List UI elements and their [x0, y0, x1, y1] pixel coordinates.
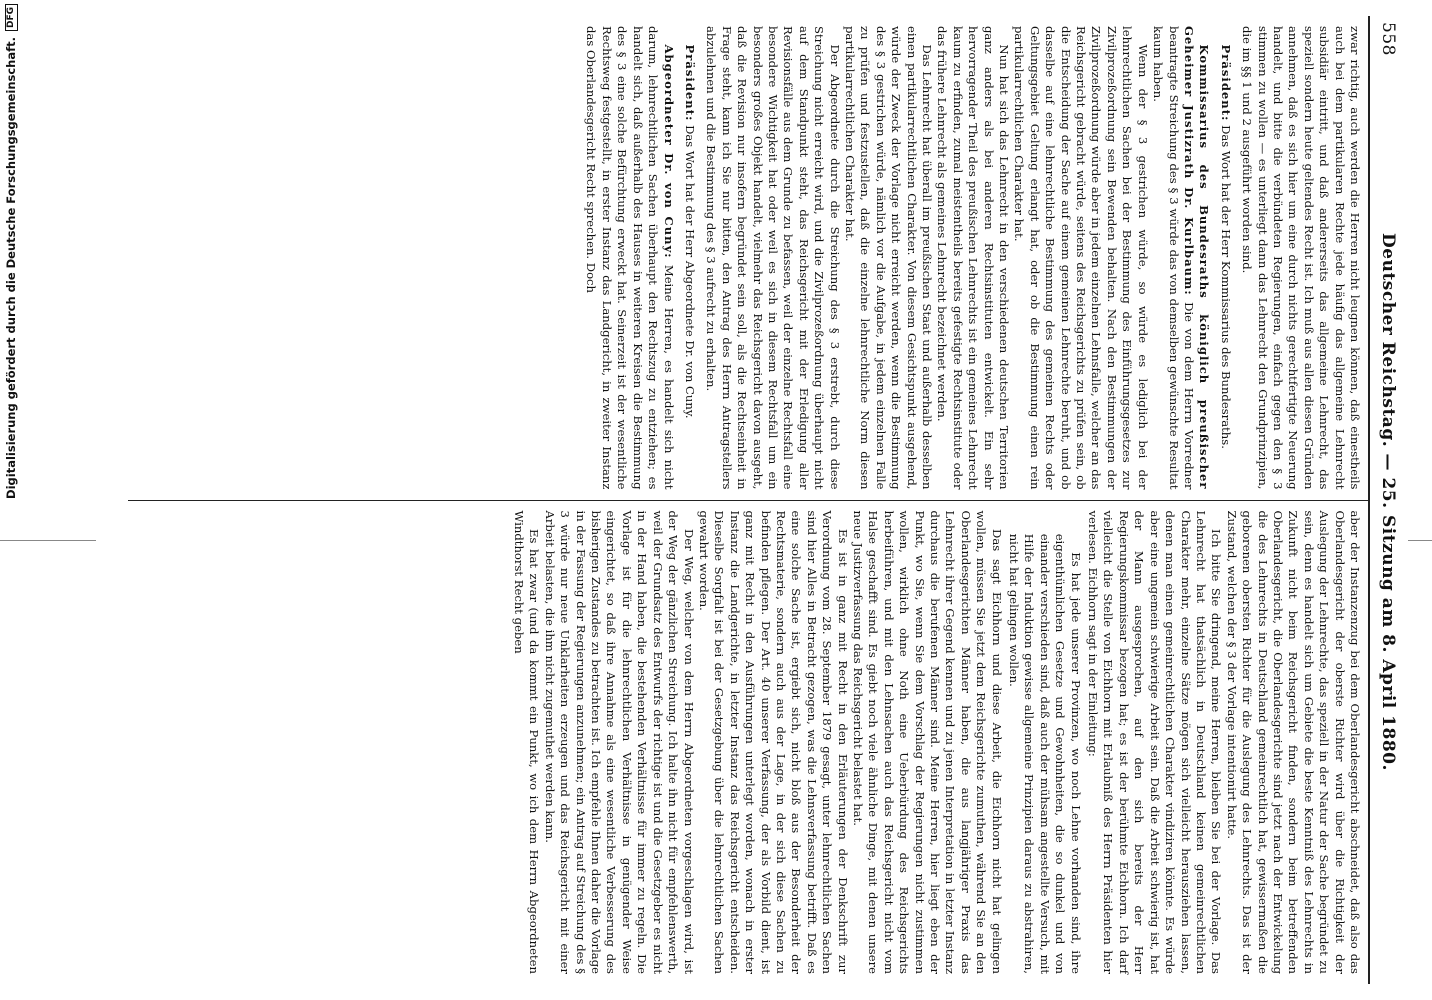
block-quote: Es hat jede unserer Provinzen, wo noch Lehne vorhanden sind, ihre eigenthümlichen Gesetze und Gewohnheiten, die so dunkel und von einander verschieden sind, daß auch der mühsam angestellte Versuch, mit Hilfe der Induktion gewisse allgemeine Prinzipien daraus zu abstrahiren, nicht hat gelingen wollen.: [1007, 533, 1083, 974]
speaker-paragraph: [583, 26, 675, 490]
left-column: [128, 16, 1368, 501]
paragraph: Der Abgeordnete durch die Streichung des § 3 erstrebt, durch diese Streichung nicht erreicht wird, und die Zivilprozeßordnung überhaupt nicht auf dem Standpunkt steht, das Reichsgericht mit der Erledigung aller Revisionsfälle aus dem Grunde zu befassen, weil der einzelne Rechtsfall eine besondere Wichtigkeit hat oder weil es sich in diesem Rechtsfall um ein besonders großes Objekt handelt, vielmehr das Reichsgericht davon ausgeht, daß die Revision nur insofern begründet sein soll, als die Rechtseinheit in Frage steht, kann ich Sie nur bitten, den Antrag des Herrn Antragstellers abzulehnen und die Bestimmung des § 3 aufrecht zu erhalten.: [704, 26, 842, 490]
dfg-logo: DFG: [5, 4, 18, 31]
page-header: [1368, 16, 1398, 984]
digitization-credit: [2, 0, 20, 1000]
paragraph: Das sagt Eichhorn und diese Arbeit, die Eichhorn nicht hat gelingen wollen, müssen Sie jetzt dem Reichsgerichte zumuthen, während Sie an den Oberlandesgerichten Männer haben, die aus langjähriger Praxis das Lehnrecht ihrer Gegend kennen und zu jenen Interpretation in letzter Instanz durchaus die berufenen Männer sind. Meine Herren, hier liegt eben der Punkt, wo Sie, wenn Sie dem Vorschlag der Regierungen nicht zustimmen wollen, wirklich ohne Noth eine Ueberbürdung des Reichsgerichts herbeiführen, und mit den Lehnsachen auch das Reichsgericht nicht vom Halse geschafft sind. Es giebt noch viele ähnliche Dinge, mit denen unsere neue Justizverfassung das Reichsgericht belastet hat.: [851, 510, 1004, 974]
speaker-name: Präsident:: [1218, 44, 1233, 122]
speaker-paragraph: [682, 26, 697, 490]
paragraph: Wenn der § 3 gestrichen würde, so würde es lediglich bei der lehnrechtlichen Sachen bei der Bestimmung des Einführungsgesetzes zur Zivilprozeßordnung sein Bewenden behalten. Nach den Bestimmungen der Zivilprozeßordnung würde aber in jedem einzelnen Lehnsfalle, welcher an das Reichsgericht gebracht würde, seitens des Reichsgerichts zu prüfen sein, ob die Entscheidung der Sache auf einem gemeinen Lehnrechte beruht, und ob dasselbe auf eine lehnrechtliche Bestimmung des gemeinen Rechts oder Geltungsgebiet Geltung erlangt hat, oder ob die Bestimmung einen rein partikularrechtlichen Charakter hat.: [1012, 26, 1150, 490]
speech-text: Das Wort hat der Herr Abgeordnete Dr. von Cuny.: [682, 125, 697, 419]
speech-text: Meine Herren, es handelt sich nicht darum, lehnrechtlichen Sachen überhaupt den Rechtszug zu entziehen; es handelt sich, daß außerhalb des Hauses in weiteren Kreisen die Bestimmung des § 3 eine solche Befürchtung erweckt hat. Seinerzeit ist der wesentliche Rechtsweg festgestellt, in erster Instanz das Landgericht, in zweiter Instanz das Oberlandesgericht Recht sprechen. Doch: [584, 26, 676, 490]
speaker-paragraph: [1217, 26, 1232, 490]
speech-text: Das Wort hat der Herr Kommissarius des Bundesraths.: [1218, 125, 1233, 449]
document-page: [96, 0, 1408, 1000]
page-number: 558: [1378, 22, 1398, 56]
text-columns: [128, 16, 1368, 984]
right-column: [128, 501, 1368, 985]
speaker-name: Präsident:: [682, 44, 697, 122]
paragraph: Nun hat sich das Lehnrecht in den verschiedenen deutschen Territorien ganz anders als bei anderen Rechtsinstituten entwickelt. Ein sehr hervorragender Theil des preußischen Lehnrechts ist ein gemeines Lehnrecht kaum zu erfinden, zumal meistentheils bereits gefestigte Rechtsinstitute oder das frühere Lehnrecht als gemeines Lehnrecht bezeichnet werden.: [935, 26, 1012, 490]
speaker-name: Abgeordneter Dr. von Cuny:: [661, 44, 676, 259]
speaker-name: Kommissarius des Bundesraths königlich preußischer Geheimer Justizrath Dr. Kurlbaum:: [1181, 26, 1212, 490]
paragraph: aber der Instanzenzug bei dem Oberlandesgericht abschneidet, daß also das Oberlandesgericht der oberste Richter wird über die Richtigkeit der Auslegung der Lehnrechte, das speziell in der Natur der Sache begründet zu sein, denn es handelt sich um Gebiete die beste Kenntniß des Lehnrechts in Zukunft nicht beim Reichsgericht finden, sondern beim betreffenden Oberlandesgericht, die Oberlandesgerichte sind jetzt nach der Entwickelung die des Lehnrechts in Deutschland gemeinrechtlich hat, gewissermaßen die geborenen obersten Richter für die Auslegung des Lehnrechts. Das ist der Zustand, welchen der § 3 der Vorlage intentionirt hatte.: [1224, 510, 1362, 974]
credit-text: Digitalisierung gefördert durch die Deutsche Forschungsgemeinschaft.: [4, 37, 18, 499]
page-title: Deutscher Reichstag. — 25. Sitzung am 8. April 1880.: [1378, 233, 1398, 771]
paragraph: zwar richtig, auch werden die Herren nicht leugnen können, daß einestheils auch bei dem partikularen Rechte jede häufig das allgemeine Lehnrecht subsidiär eintritt, und daß andererseits das allgemeine Lehnrecht, das speziell sondern heute geltendes Recht ist. Ich muß aus allen diesen Gründen annehmen, daß es sich hier um eine durch nichts gerechtfertigte Neuerung handelt, und bitte die verbündeten Regierungen, einfach gegen den § 3 stimmen zu wollen — es unterliegt dann das Lehnrecht den Grundprinzipien, die im §§ 1 und 2 ausgeführt worden sind.: [1240, 26, 1362, 490]
speech-text: Die von dem Herrn Vorredner beantragte Streichung des § 3 würde das von demselben gewünschte Resultat kaum haben.: [1151, 26, 1196, 490]
paragraph: Ich bitte Sie dringend, meine Herren, bleiben Sie bei der Vorlage. Das Lehnrecht hat thatsächlich in Deutschland keinen gemeinrechtlichen Charakter mehr, einzelne Sätze mögen sich vielleicht herausziehen lassen, denen man einen gemeinrechtlichen Charakter vindiziren könnte. Es würde aber eine ungemein schwierige Arbeit sein. Daß die Arbeit schwierig ist, hat der Mann ausgesprochen, auf den sich bereits der Herr Regierungskommissar bezogen hat; es ist der berühmte Eichhorn. Ich darf vielleicht die Stelle von Eichhorn mit Erlaubniß des Herrn Präsidenten hier verlesen. Eichhorn sagt in der Einleitung:: [1086, 510, 1224, 974]
speaker-paragraph: [1150, 26, 1212, 490]
paragraph: Der Weg, welcher von dem Herrn Abgeordneten vorgeschlagen wird, ist der Weg der gänzlichen Streichung. Ich halte ihn nicht für empfehlenswerth, weil der Grundsatz des Entwurfs der richtige ist und die Gesetzgeber es nicht in der Hand haben, die bestehenden Verhältnisse für immer zu regeln. Die Vorlage ist für die lehnrechtlichen Verhältnisse in genügender Weise eingerichtet, so daß ihre Annahme als eine wesentliche Verbesserung des bisherigen Zustandes zu betrachten ist. Ich empfehle Ihnen daher die Vorlage in der Fassung der Regierungen anzunehmen; ein Antrag auf Streichung des § 3 würde nur neue Unklarheiten erzeugen und das Reichsgericht mit einer Arbeit belasten, die ihm nicht zugemuthet werden kann.: [542, 510, 696, 974]
paragraph: Es hat zwar (und da kommt ein Punkt, wo ich dem Herrn Abgeordneten Windthorst Recht geben: [512, 510, 542, 974]
paragraph: Das Lehnrecht hat überall im preußischen Staat und außerhalb desselben einen partikularrechtlichen Charakter. Von diesem Gesichtspunkt ausgehend, würde der Zweck der Vorlage nicht erreicht werden, wenn die Bestimmung des § 3 gestrichen würde, nämlich vor die Aufgabe, in jedem einzelnen Falle zu prüfen und festzustellen, daß die einzelne lehnrechtliche Norm diesen partikularrechtlichen Charakter hat.: [843, 26, 935, 490]
paragraph: Es ist in ganz mit Recht in den Erläuterungen der Denkschrift zur Verordnung vom 28. September 1879 gesagt, unter lehnrechtlichen Sachen sind hier Alles in Betracht gezogen, was die Lehnsverfassung betrifft. Daß es eine solche Sache ist, ergiebt sich, nicht bloß aus der Besonderheit der Rechtsmaterie, sondern auch aus der Lage, in der sich diese Sachen zu befinden pflegen. Der Art. 40 unserer Verfassung, der als Vorbild dient, ist ganz mit Recht in den Ausführungen unterlegt worden, wonach in erster Instanz die Landgerichte, in letzter Instanz das Reichsgericht entscheiden. Dieselbe Sorgfalt ist bei der Gesetzgebung über die lehnrechtlichen Sachen gewahrt worden.: [696, 510, 850, 974]
